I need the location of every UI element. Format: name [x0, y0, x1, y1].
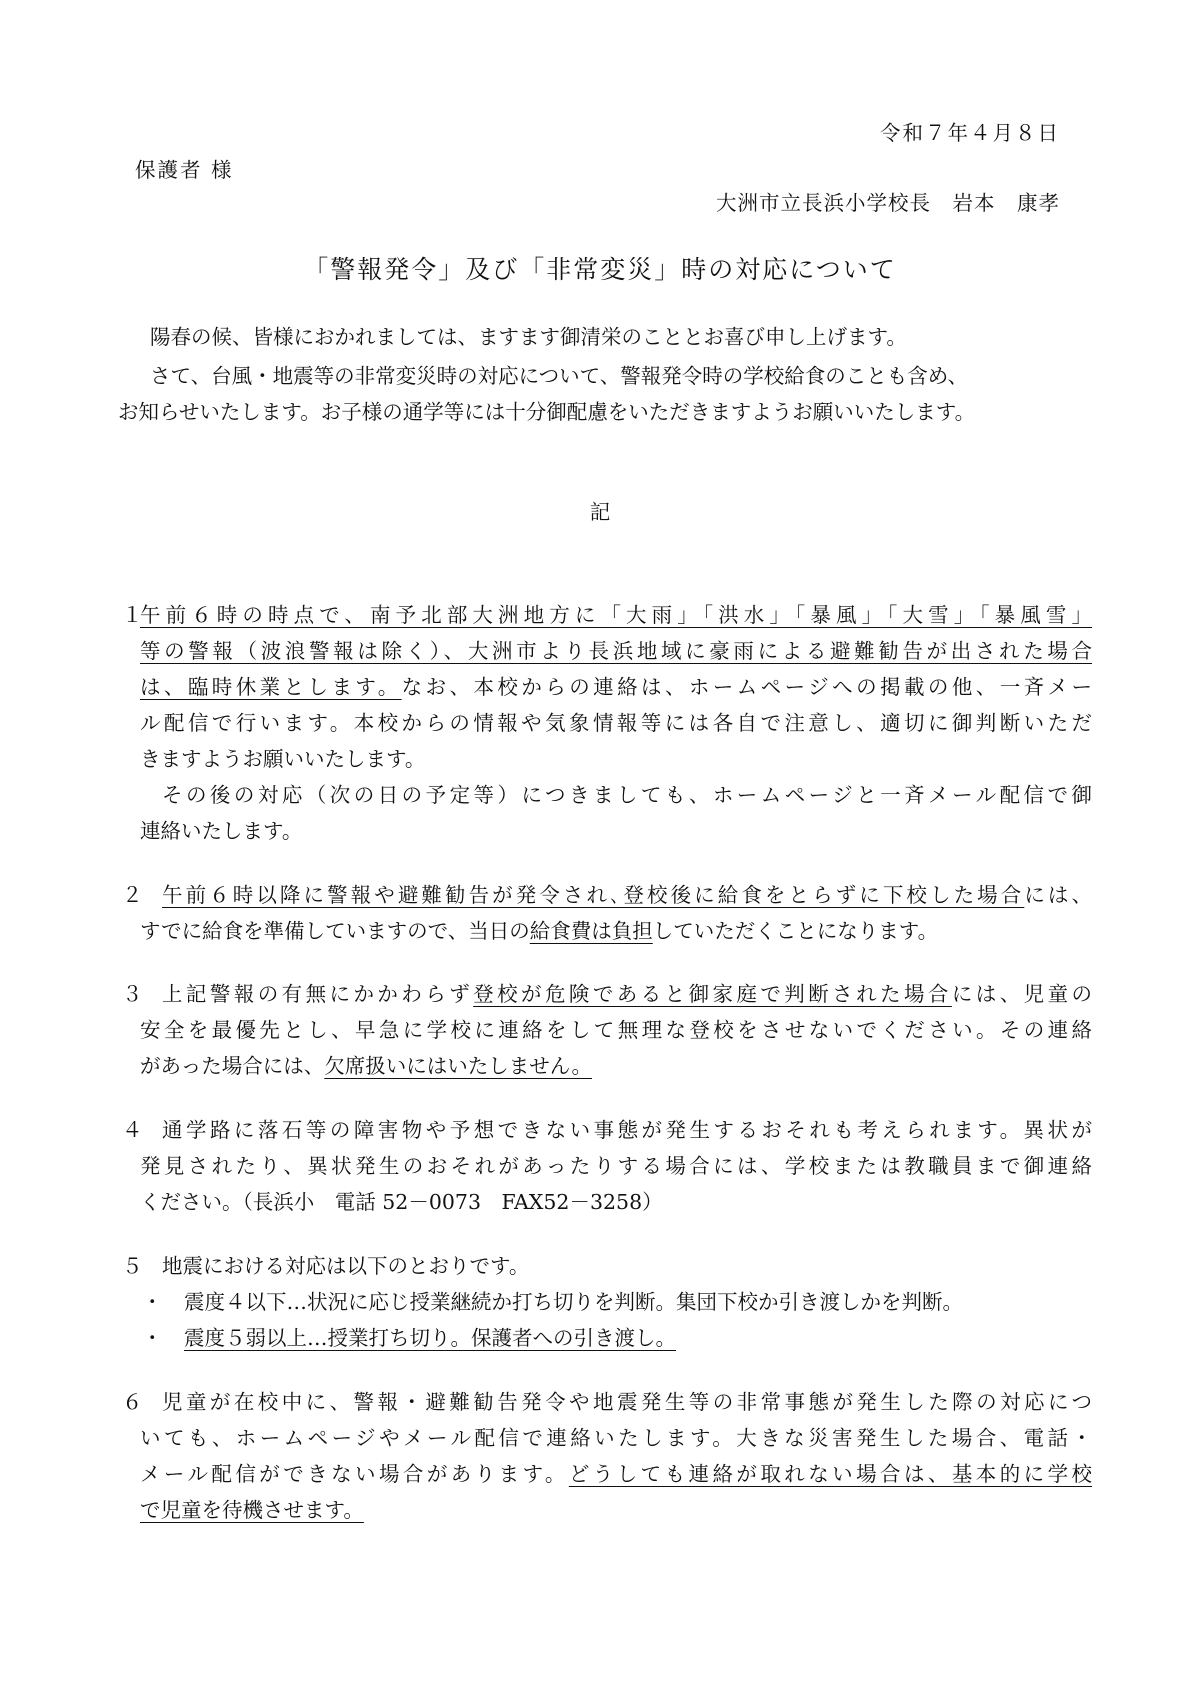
item-2-line-1 [162, 885, 1092, 906]
item-3-line-2: 安全を最優先とし、早急に学校に連絡をして無理な登校をさせないでください。その連絡 [140, 1018, 1092, 1042]
item-4-line-1: 通学路に落石等の障害物や予想できない事態が発生するおそれも考えられます。異状が [162, 1118, 1092, 1142]
item-1-line-7: 連絡いたします。 [140, 819, 303, 843]
intro-line-3: お知らせいたします。お子様の通学等には十分御配慮をいただきますようお願いいたします。 [118, 400, 976, 424]
intro-line-2: さて、台風・地震等の非常変災時の対応について、警報発令時の学校給食のことも含め、 [150, 364, 968, 388]
item-3-line-1-b: には、児童の [951, 982, 1093, 1006]
item-6-line-3 [140, 1464, 1092, 1485]
item-6-line-3-a: メール配信ができない場合があります。 [140, 1462, 569, 1486]
item-number-3: ３ [122, 982, 143, 1006]
item-2-line-2-b: していただくことになります。 [652, 919, 939, 943]
item-2-line-2-a: すでに給食を準備していますので、当日の [140, 919, 530, 943]
bullet-1: ・ [142, 1290, 163, 1314]
item-3-line-1-underlined: 登校が危険であると御家庭で判断された場合 [473, 982, 952, 1006]
item-4-line-3: ください。（長浜小 電話 52－0073 FAX52－3258） [140, 1190, 663, 1214]
item-number-4: ４ [122, 1118, 143, 1142]
item-number-2: ２ [122, 883, 143, 907]
item-6-line-1: 児童が在校中に、警報・避難勧告発令や地震発生等の非常事態が発生した際の対応につ [162, 1390, 1092, 1414]
item-4-line-2: 発見されたり、異状発生のおそれがあったりする場合には、学校または教職員まで御連絡 [140, 1154, 1092, 1178]
document-date: 令和７年４月８日 [880, 121, 1060, 145]
item-6-line-3-underlined: どうしても連絡が取れない場合は、基本的に学校 [568, 1462, 1093, 1486]
item-3-line-1 [162, 984, 1092, 1005]
intro-line-1: 陽春の候、皆様におかれましては、ますます御清栄のこととお喜び申し上げます。 [150, 325, 907, 349]
item-1-line-4: ル配信で行います。本校からの情報や気象情報等には各自で注意し、適切に御判断いただ [140, 711, 1092, 735]
item-1-line-5: きますようお願いいたします。 [140, 747, 426, 771]
item-number-5: ５ [122, 1254, 143, 1278]
item-5-bullet-2 [184, 1328, 676, 1349]
item-2-line-1-underlined: 午前６時以降に警報や避難勧告が発令され､登校後に給食をとらずに下校した場合 [162, 883, 1025, 907]
item-3-line-3-a: があった場合には、 [140, 1054, 325, 1078]
ki-heading: 記 [589, 500, 611, 524]
item-2-line-2-underlined: 給食費は負担 [529, 919, 653, 943]
item-1-line-2-underlined: 等の警報（波浪警報は除く）、大洲市より長浜地域に豪雨による避難勧告が出された場合 [140, 639, 1092, 663]
item-3-line-3 [140, 1056, 592, 1077]
sender: 大洲市立長浜小学校長 岩本 康孝 [716, 191, 1060, 215]
item-6-line-2: いても、ホームページやメール配信で連絡いたします。大きな災害発生した場合、電話・ [140, 1426, 1092, 1450]
item-3-line-3-underlined: 欠席扱いにはいたしません。 [324, 1054, 593, 1078]
item-1-line-3 [140, 677, 1092, 698]
document-title: 「警報発令」及び「非常変災」時の対応について [303, 255, 897, 284]
item-1-line-6: その後の対応（次の日の予定等）につきましても、ホームページと一斉メール配信で御 [162, 783, 1092, 807]
item-5-bullet-1: 震度４以下…状況に応じ授業継続か打ち切りを判断。集団下校か引き渡しかを判断。 [184, 1290, 963, 1314]
item-number-1: １ [122, 603, 143, 627]
item-1-line-3-underlined: は、臨時休業とします。 [140, 675, 402, 699]
item-6-line-4 [140, 1500, 364, 1521]
item-1-line-1 [140, 605, 1092, 626]
item-number-6: ６ [122, 1390, 143, 1414]
item-1-line-3-text: なお、本校からの連絡は、ホームページへの掲載の他、一斉メー [401, 675, 1092, 699]
item-2-line-2 [140, 921, 938, 942]
item-1-line-2 [140, 641, 1092, 662]
item-5-line-1: 地震における対応は以下のとおりです。 [162, 1254, 530, 1278]
item-2-line-1-text: には、 [1024, 883, 1093, 907]
item-5-bullet-2-underlined: 震度５弱以上…授業打ち切り。保護者への引き渡し。 [184, 1326, 676, 1350]
item-6-line-4-underlined: で児童を待機させます。 [140, 1498, 364, 1522]
bullet-2: ・ [142, 1326, 163, 1350]
item-1-line-1-underlined: 午前６時の時点で、南予北部大洲地方に「大雨」「洪水」「暴風」「大雪」「暴風雪」 [140, 603, 1092, 627]
recipient: 保護者 様 [135, 158, 234, 182]
item-3-line-1-a: 上記警報の有無にかかわらず [162, 982, 474, 1006]
